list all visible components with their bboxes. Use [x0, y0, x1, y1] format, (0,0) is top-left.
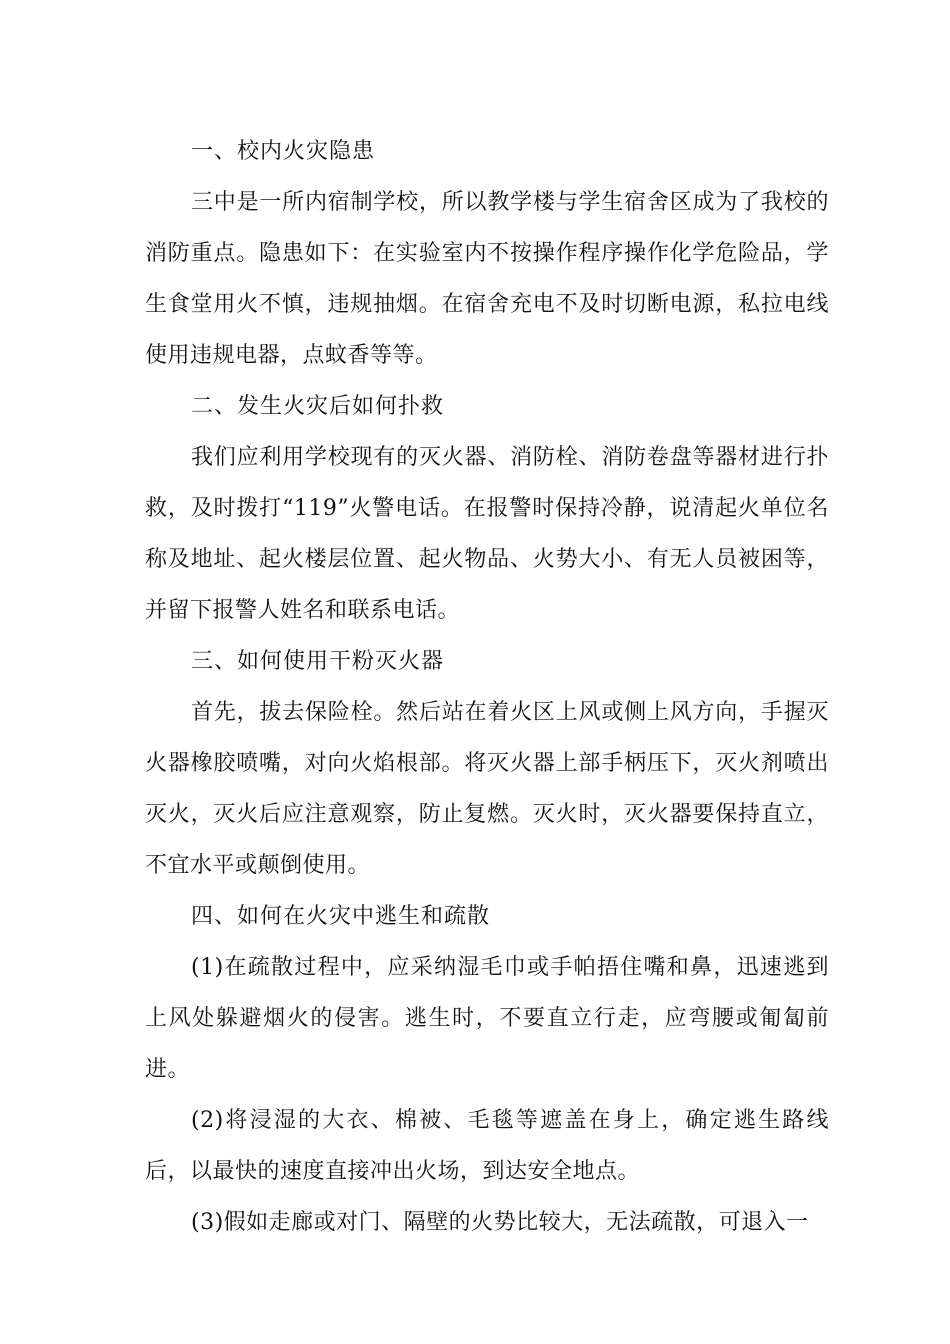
section-3-paragraph-1: 首先，拔去保险栓。然后站在着火区上风或侧上风方向，手握灭火器橡胶喷嘴，对向火焰根部。将灭火器上部手柄压下，灭火剂喷出灭火，灭火后应注意观察，防止复燃。灭火时，灭火器要保持直立，不宜水平或颠倒使用。	[145, 700, 829, 878]
section-heading-2: 二、发生火灾后如何扑救	[191, 394, 445, 419]
document-body	[145, 126, 829, 1248]
section-4-paragraph-3: (3)假如走廊或对门、隔壁的火势比较大，无法疏散，可退入一	[191, 1210, 809, 1235]
section-heading-1: 一、校内火灾隐患	[191, 139, 376, 164]
section-heading-3: 三、如何使用干粉灭火器	[191, 649, 445, 674]
section-heading-4: 四、如何在火灾中逃生和疏散	[191, 904, 491, 929]
section-2-paragraph-1: 我们应利用学校现有的灭火器、消防栓、消防卷盘等器材进行扑救，及时拨打“119”火警电话。在报警时保持冷静，说清起火单位名称及地址、起火楼层位置、起火物品、火势大小、有无人员被困等，并留下报警人姓名和联系电话。	[145, 445, 829, 623]
section-4-paragraph-2: (2)将浸湿的大衣、棉被、毛毯等遮盖在身上，确定逃生路线后，以最快的速度直接冲出火场，到达安全地点。	[145, 1108, 829, 1184]
section-4-paragraph-1: (1)在疏散过程中，应采纳湿毛巾或手帕捂住嘴和鼻，迅速逃到上风处躲避烟火的侵害。逃生时，不要直立行走，应弯腰或匍匐前进。	[145, 955, 829, 1082]
section-1-paragraph-1: 三中是一所内宿制学校，所以教学楼与学生宿舍区成为了我校的消防重点。隐患如下：在实验室内不按操作程序操作化学危险品，学生食堂用火不慎，违规抽烟。在宿舍充电不及时切断电源，私拉电线使用违规电器，点蚊香等等。	[145, 190, 829, 368]
